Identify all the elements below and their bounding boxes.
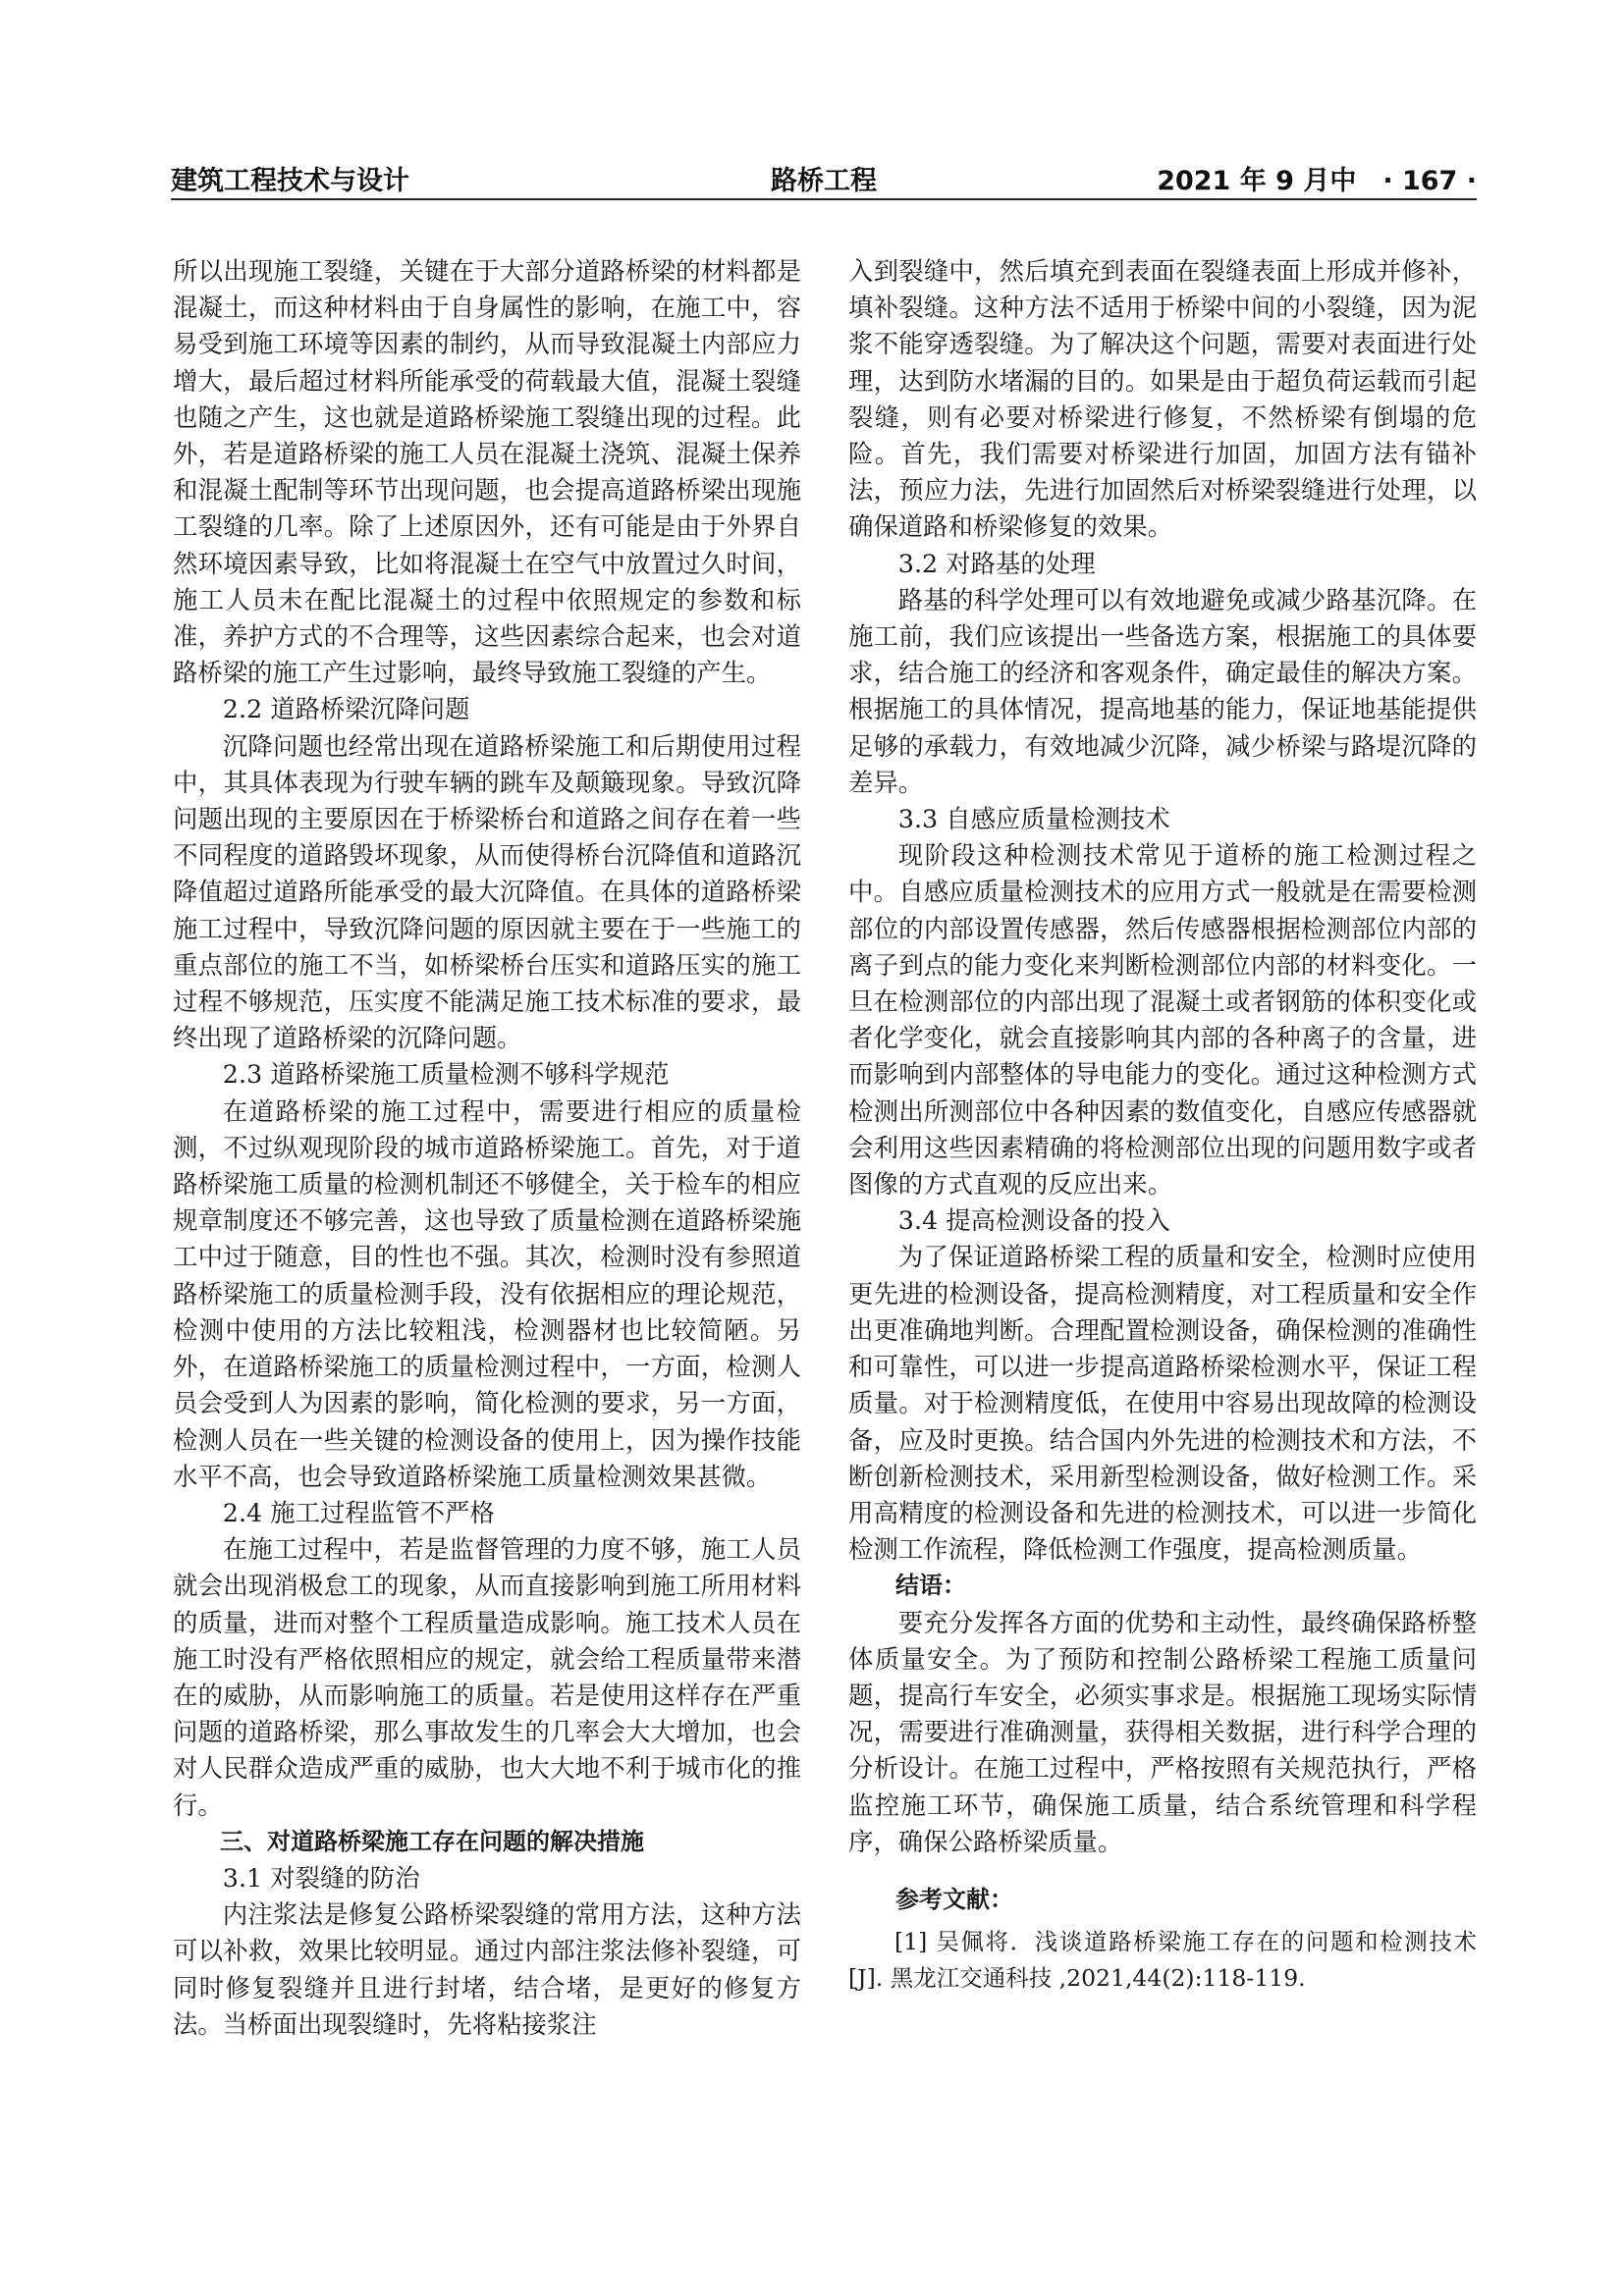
paragraph: 沉降问题也经常出现在道路桥梁施工和后期使用过程中，其具体表现为行驶车辆的跳车及颠簸现象。导致沉降问题出现的主要原因在于桥梁桥台和道路之间存在着一些不同程度的道路毁坏现象，从而使得桥台沉降值和道路沉降值超过道路所能承受的最大沉降值。在具体的道路桥梁施工过程中，导致沉降问题的原因就主要在于一些施工的重点部位的施工不当，如桥梁桥台压实和道路压实的施工过程不够规范，压实度不能满足施工技术标准的要求，最终出现了道路桥梁的沉降问题。 bbox=[173, 730, 801, 1053]
paragraph: 为了保证道路桥梁工程的质量和安全，检测时应使用更先进的检测设备，提高检测精度，对工程质量和安全作出更准确地判断。合理配置检测设备，确保检测的准确性和可靠性，可以进一步提高道路桥梁检测水平，保证工程质量。对于检测精度低，在使用中容易出现故障的检测设备，应及时更换。结合国内外先进的检测技术和方法，不断创新检测技术，采用新型检测设备，做好检测工作。采用高精度的检测设备和先进的检测技术，可以进一步简化检测工作流程，降低检测工作强度，提高检测质量。 bbox=[848, 1242, 1477, 1565]
section-heading: 三、对道路桥梁施工存在问题的解决措施 bbox=[220, 1827, 644, 1855]
paragraph: 入到裂缝中，然后填充到表面在裂缝表面上形成并修补，填补裂缝。这种方法不适用于桥梁中间的小裂缝，因为泥浆不能穿透裂缝。为了解决这个问题，需要对表面进行处理，达到防水堵漏的目的。如果是由于超负荷运载而引起裂缝，则有必要对桥梁进行修复，不然桥梁有倒塌的危险。首先，我们需要对桥梁进行加固，加固方法有锚补法，预应力法，先进行加固然后对桥梁裂缝进行处理，以确保道路和桥梁修复的效果。 bbox=[848, 256, 1477, 542]
journal-title: 建筑工程技术与设计 bbox=[171, 166, 409, 196]
left-column bbox=[173, 253, 801, 2043]
subsection-heading: 2.2 道路桥梁沉降问题 bbox=[222, 694, 470, 724]
subsection-heading: 3.3 自感应质量检测技术 bbox=[897, 804, 1170, 834]
paragraph: 所以出现施工裂缝，关键在于大部分道路桥梁的材料都是混凝土，而这种材料由于自身属性的影响，在施工中，容易受到施工环境等因素的制约，从而导致混凝土内部应力增大，最后超过材料所能承受的荷载最大值，混凝土裂缝也随之产生，这也就是道路桥梁施工裂缝出现的过程。此外，若是道路桥梁的施工人员在混凝土浇筑、混凝土保养和混凝土配制等环节出现问题，也会提高道路桥梁出现施工裂缝的几率。除了上述原因外，还有可能是由于外界自然环境因素导致，比如将混凝土在空气中放置过久时间，施工人员未在配比混凝土的过程中依照规定的参数和标准，养护方式的不合理等，这些因素综合起来，也会对道路桥梁的施工产生过影响，最终导致施工裂缝的产生。 bbox=[173, 256, 801, 688]
paragraph: 在道路桥梁的施工过程中，需要进行相应的质量检测，不过纵观现阶段的城市道路桥梁施工。首先，对于道路桥梁施工质量的检测机制还不够健全，关于检车的相应规章制度还不够完善，这也导致了质量检测在道路桥梁施工中过于随意，目的性也不强。其次，检测时没有参照道路桥梁施工的质量检测手段，没有依据相应的理论规范，检测中使用的方法比较粗浅，检测器材也比较简陋。另外，在道路桥梁施工的质量检测过程中，一方面，检测人员会受到人为因素的影响，简化检测的要求，另一方面，检测人员在一些关键的检测设备的使用上，因为操作技能水平不高，也会导致道路桥梁施工质量检测效果甚微。 bbox=[173, 1095, 801, 1491]
date-page-number: 2021 年 9 月中 · 167 · bbox=[1157, 166, 1477, 196]
references-heading: 参考文献： bbox=[895, 1885, 1013, 1913]
right-column bbox=[848, 253, 1477, 1997]
conclusion-heading: 结语： bbox=[895, 1572, 966, 1600]
running-header bbox=[171, 155, 1477, 194]
paragraph: 路基的科学处理可以有效地避免或减少路基沉降。在施工前，我们应该提出一些备选方案，根据施工的具体要求，结合施工的经济和客观条件，确定最佳的解决方案。根据施工的具体情况，提高地基的能力，保证地基能提供足够的承载力，有效地减少沉降，减少桥梁与路堤沉降的差异。 bbox=[848, 584, 1477, 797]
paragraph: 在施工过程中，若是监督管理的力度不够，施工人员就会出现消极怠工的现象，从而直接影响到施工所用材料的质量，进而对整个工程质量造成影响。施工技术人员在施工时没有严格依照相应的规定，就会给工程质量带来潜在的威胁，从而影响施工的质量。若是使用这样存在严重问题的道路桥梁，那么事故发生的几率会大大增加，也会对人民群众造成严重的威胁，也大大地不利于城市化的推行。 bbox=[173, 1534, 801, 1820]
reference-item: [1] 吴佩将．浅谈道路桥梁施工存在的问题和检测技术 [J]. 黑龙江交通科技 ,2021,44(2):118-119. bbox=[848, 1928, 1477, 1993]
subsection-heading: 2.3 道路桥梁施工质量检测不够科学规范 bbox=[222, 1059, 670, 1090]
subsection-heading: 3.2 对路基的处理 bbox=[897, 548, 1096, 578]
subsection-heading: 3.1 对裂缝的防治 bbox=[222, 1862, 420, 1893]
paragraph: 要充分发挥各方面的优势和主动性，最终确保路桥整体质量安全。为了预防和控制公路桥梁工程施工质量问题，提高行车安全，必须实事求是。根据施工现场实际情况，需要进行准确测量，获得相关数据，进行科学合理的分析设计。在施工过程中，严格按照有关规范执行，严格监控施工环节，确保施工质量，结合系统管理和科学程序，确保公路桥梁质量。 bbox=[848, 1607, 1477, 1856]
subsection-heading: 2.4 施工过程监管不严格 bbox=[222, 1497, 495, 1527]
header-rule bbox=[171, 198, 1477, 200]
paragraph: 内注浆法是修复公路桥梁裂缝的常用方法，这种方法可以补救，效果比较明显。通过内部注浆法修补裂缝，可同时修复裂缝并且进行封堵，结合堵，是更好的修复方法。当桥面出现裂缝时，先将粘接浆注 bbox=[173, 1899, 801, 2039]
section-title: 路桥工程 bbox=[771, 166, 877, 196]
subsection-heading: 3.4 提高检测设备的投入 bbox=[897, 1205, 1170, 1236]
paragraph: 现阶段这种检测技术常见于道桥的施工检测过程之中。自感应质量检测技术的应用方式一般就是在需要检测部位的内部设置传感器，然后传感器根据检测部位内部的离子到点的能力变化来判断检测部位内部的材料变化。一旦在检测部位的内部出现了混凝土或者钢筋的体积变化或者化学变化，就会直接影响其内部的各种离子的含量，进而影响到内部整体的导电能力的变化。通过这种检测方式检测出所测部位中各种因素的数值变化，自感应传感器就会利用这些因素精确的将检测部位出现的问题用数字或者图像的方式直观的反应出来。 bbox=[848, 840, 1477, 1200]
